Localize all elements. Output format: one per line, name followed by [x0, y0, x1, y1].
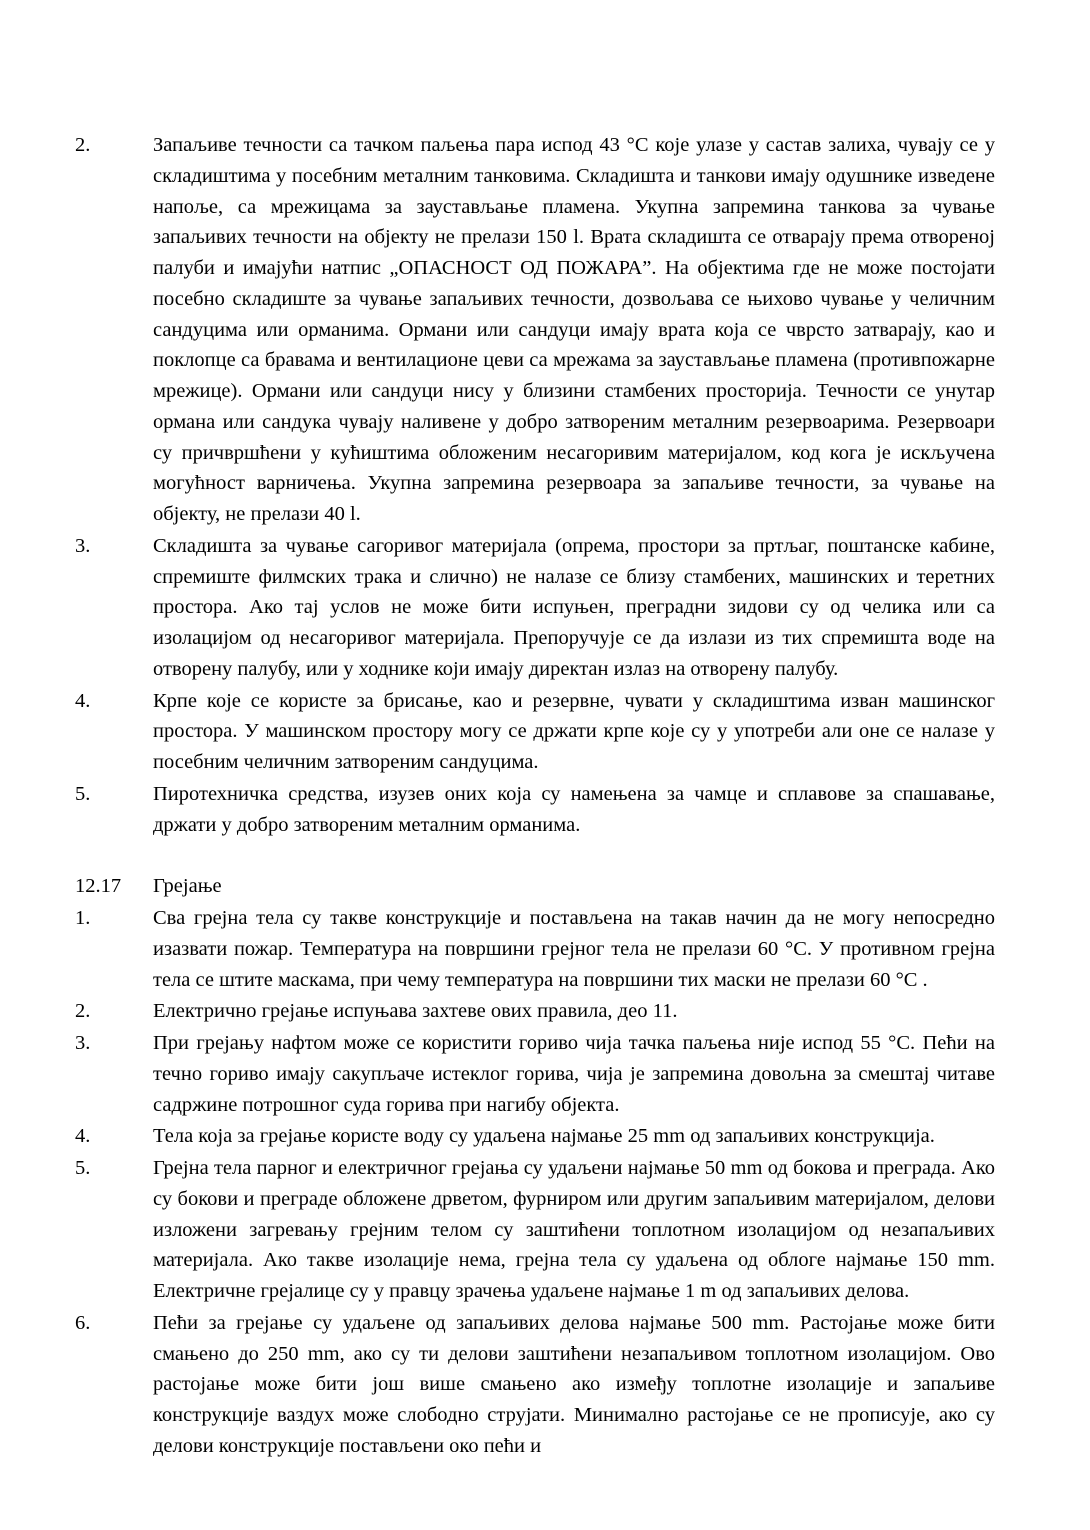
- list-item-text: Електрично грејање испуњава захтеве ових правила, део 11.: [153, 1000, 678, 1023]
- list-item: [75, 779, 995, 841]
- list-item-number: 4.: [75, 1125, 91, 1148]
- list-item: [75, 130, 995, 530]
- list-item: [75, 1028, 995, 1120]
- subheading-number: 12.17: [75, 875, 122, 898]
- list-item: [75, 1121, 995, 1152]
- section-spacer: [75, 841, 995, 871]
- list-item-text: Пиротехничка средства, изузев оних која су намењена за чамце и сплавове за спашавање, држати у добро затвореним металним орманима.: [153, 782, 995, 836]
- list-item-number: 6.: [75, 1311, 91, 1334]
- list-item-number: 5.: [75, 1157, 91, 1179]
- list-item-number: 4.: [75, 689, 91, 712]
- list-item: [75, 996, 995, 1027]
- list-item-text: Сва грејна тела су такве конструкције и постављена на такав начин да не могу непосредно изазвати пожар. Температура на површини грејног тела не прелази 60 °C. У противном грејна тела се штите маскама, при чему температура на површини тих маски не прелази 60 °C .: [153, 907, 995, 991]
- list-item: [75, 1308, 995, 1462]
- list-item: [75, 903, 995, 995]
- list-item-number: 2.: [75, 1000, 91, 1023]
- list-item-number: 2.: [75, 134, 91, 156]
- document-body: [75, 130, 995, 1462]
- subheading: [75, 871, 995, 902]
- list-item-number: 1.: [75, 907, 91, 929]
- list-item-number: 3.: [75, 1032, 91, 1054]
- list-item-text: Тела која за грејање користе воду су удаљена најмање 25 mm од запаљивих конструкција.: [153, 1125, 935, 1148]
- list-item-text: Складишта за чување сагоривог материјала (опрема, простори за пртљаг, поштанске кабине, спремиште филмских трака и слично) не налазе се близу стамбених, машинских и теретних простора. Ако тај услов не може бити испуњен, преградни зидови су од челика или са изолацијом од несагоривог материјала. Препоручује се да излази из тих спремишта воде на отворену палубу, или у ходнике који имају директан излаз на отворену палубу.: [153, 534, 995, 680]
- list-item-text: Пећи за грејање су удаљене од запаљивих делова најмање 500 mm. Растојање може бити смањено до 250 mm, ако су ти делови заштићени незапаљивом топлотном изолацијом. Ово растојање може бити још више смањено ако између топлотне изолације и запаљиве конструкције ваздух може слободно струјати. Минимално растојање се не прописује, ако су делови конструкције постављени око пећи и: [153, 1311, 995, 1457]
- list-item-text: Грејна тела парног и електричног грејања су удаљени најмање 50 mm од бокова и преграда. Ако су бокови и преграде обложене дрветом, фурниром или другим запаљивим материјалом, делови изложени загревању грејним телом су заштићени топлотном изолацијом од незапаљивих материјала. Ако такве изолације нема, грејна тела су удаљена од облоге најмање 150 mm. Електричне грејалице су у правцу зрачења удаљене најмање 1 m од запаљивих делова.: [153, 1157, 995, 1302]
- list-item: [75, 531, 995, 685]
- list-item-number: 3.: [75, 534, 91, 557]
- list-item: [75, 686, 995, 778]
- list-item-text: Крпе које се користе за брисање, као и резервне, чувати у складиштима изван машинског простора. У машинском простору могу се држати крпе које су у употреби али оне се налазе у посебним челичним затвореним сандуцима.: [153, 689, 995, 773]
- subheading-title: Грејање: [153, 875, 222, 898]
- list-item-number: 5.: [75, 782, 91, 805]
- list-item: [75, 1153, 995, 1307]
- list-item-text: Запаљиве течности са тачком паљења пара испод 43 °C које улазе у састав залиха, чувају се у складиштима у посебним металним танковима. Складишта и танкови имају одушнике изведене напоље, са мрежицама за заустављање пламена. Укупна запремина танкова за чување запаљивих течности на објекту не прелази 150 l. Врата складишта се отварају према отвореној палуби и имајући натпис „ОПАСНОСТ ОД ПОЖАРА”. На објектима где не може постојати посебно складиште за чување запаљивих течности, дозвољава се њихово чување у челичним сандуцима или орманима. Ормани или сандуци имају врата која се чврсто затварају, као и поклопце са бравама и вентилационе цеви са мрежама за заустављање пламена (противпожарне мрежице). Ормани или сандуци нису у близини стамбених просторија. Течности се унутар ормана или сандука чувају наливене у добро затвореним металним резервоарима. Резервоари су причвршћени у кућиштима обложеним несагоривим материјалом, код кога је искључена могућност варничења. Укупна запремина резервоара за запаљиве течности, за чување на објекту, не прелази 40 l.: [153, 134, 995, 525]
- list-item-text: При грејању нафтом може се користити гориво чија тачка паљења није испод 55 °C. Пећи на течно гориво имају сакупљаче истеклог горива, чија је запремина довољна за смештај читаве садржине потрошног суда горива при нагибу објекта.: [153, 1032, 995, 1116]
